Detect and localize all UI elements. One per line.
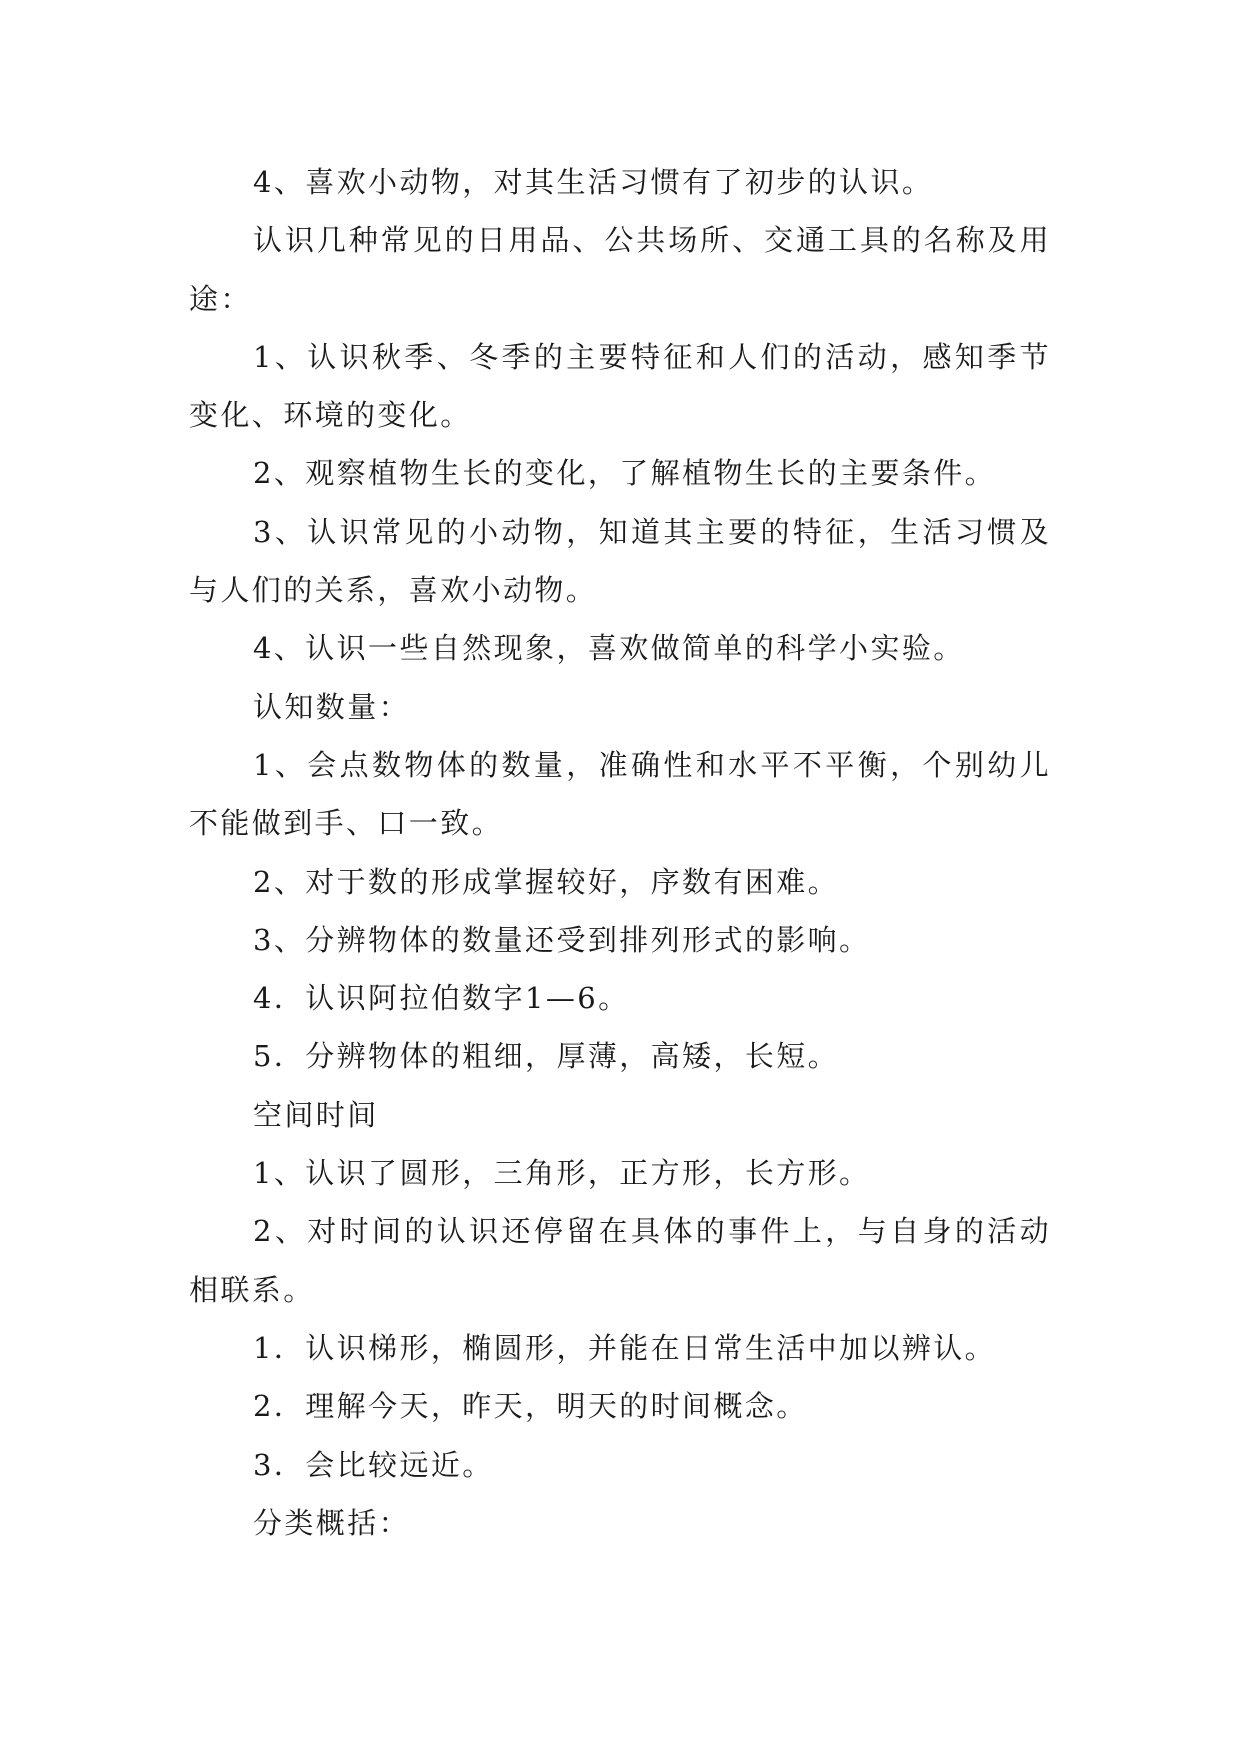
paragraph: 1．认识梯形，椭圆形，并能在日常生活中加以辨认。: [253, 1330, 997, 1365]
paragraph: 3．会比较远近。: [253, 1447, 494, 1482]
section-heading: 认知数量：: [253, 689, 411, 724]
paragraph: 2、对时间的认识还停留在具体的事件上，与自身的活动相联系。: [189, 1214, 1051, 1307]
paragraph: 2．理解今天，昨天，明天的时间概念。: [253, 1389, 808, 1424]
paragraph: 1、认识秋季、冬季的主要特征和人们的活动，感知季节变化、环境的变化。: [189, 339, 1051, 433]
paragraph: 2、观察植物生长的变化，了解植物生长的主要条件。: [253, 456, 997, 491]
paragraph: 4、认识一些自然现象，喜欢做简单的科学小实验。: [253, 631, 965, 666]
section-heading: 分类概括：: [253, 1505, 411, 1540]
paragraph: 3、认识常见的小动物，知道其主要的特征，生活习惯及与人们的关系，喜欢小动物。: [189, 514, 1051, 608]
paragraph: 认识几种常见的日用品、公共场所、交通工具的名称及用途：: [189, 223, 1051, 316]
paragraph: 4、喜欢小动物，对其生活习惯有了初步的认识。: [253, 165, 934, 199]
paragraph: 4．认识阿拉伯数字1—6。: [253, 981, 630, 1016]
paragraph: 1、认识了圆形，三角形，正方形，长方形。: [253, 1156, 871, 1191]
paragraph: 3、分辨物体的数量还受到排列形式的影响。: [253, 922, 871, 957]
paragraph: 5．分辨物体的粗细，厚薄，高矮，长短。: [253, 1039, 840, 1074]
section-heading: 空间时间: [253, 1097, 379, 1132]
document-body: [189, 153, 1051, 1552]
paragraph: 1、会点数物体的数量，准确性和水平不平衡，个别幼儿不能做到手、口一致。: [189, 747, 1051, 841]
paragraph: 2、对于数的形成掌握较好，序数有困难。: [253, 864, 840, 899]
